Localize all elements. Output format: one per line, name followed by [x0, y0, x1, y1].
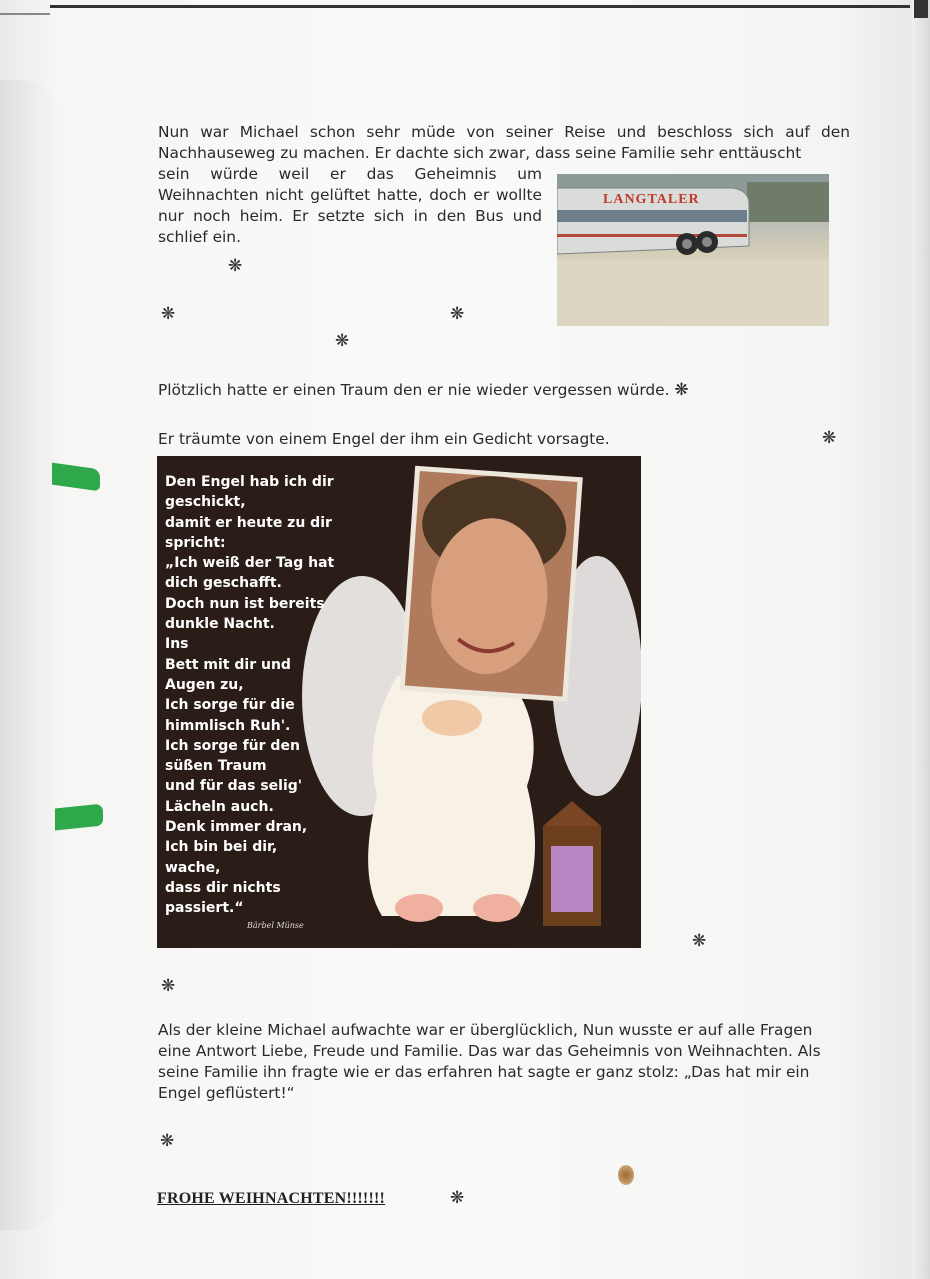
closing-greeting: FROHE WEIHNACHTEN!!!!!!!	[157, 1190, 386, 1207]
paragraph-4: Er träumte von einem Engel der ihm ein Gedicht vorsagte.	[158, 430, 610, 448]
paragraph-3: Plötzlich hatte er einen Traum den er nie wieder vergessen würde. ❋	[158, 380, 689, 400]
paragraph-5: Als der kleine Michael aufwachte war er überglücklich, Nun wusste er auf alle Fragen eine Antwort Liebe, Freude und Familie. Das war das Geheimnis von Weihnachten. Als seine Familie ihn fragte wie er das erfahren hat sagte er ganz stolz: „Das hat mir ein Engel geflüstert!“	[158, 1021, 821, 1102]
poem-line: Ich sorge für die	[165, 697, 295, 714]
poem-line: Doch nun ist bereits	[165, 595, 325, 612]
page-curl-shadow	[0, 80, 60, 1230]
poem-line: süßen Traum	[165, 758, 267, 775]
corner-mark	[914, 0, 928, 18]
bus-sign: LANGTALER	[603, 192, 700, 207]
poem-line: dunkle Nacht.	[165, 616, 275, 633]
poem-line: wache,	[165, 859, 221, 876]
star-icon: ❋	[161, 304, 176, 324]
top-edge-line	[50, 5, 910, 8]
top-edge-line-left	[0, 13, 50, 15]
green-tab	[55, 803, 103, 830]
poem-line: himmlisch Ruh'.	[165, 717, 291, 734]
poem-line: passiert.“	[165, 900, 244, 917]
star-icon: ❋	[450, 1188, 465, 1208]
star-icon: ❋	[692, 931, 707, 951]
poem-line: geschickt,	[165, 494, 246, 511]
star-icon: ❋	[450, 304, 465, 324]
poem-line: damit er heute zu dir	[165, 514, 332, 531]
poem	[165, 472, 355, 919]
paragraph-2: sein würde weil er das Geheimnis um Weihnachten nicht gelüftet hatte, doch er wollte nur noch heim. Er setzte sich in den Bus und schlief ein.	[158, 165, 542, 246]
poem-line: Augen zu,	[165, 676, 244, 693]
right-edge-shadow	[912, 0, 930, 1279]
poem-line: Bett mit dir und	[165, 656, 291, 673]
poem-line: spricht:	[165, 534, 226, 551]
poem-line: Ich bin bei dir,	[165, 839, 278, 856]
poem-line: dich geschafft.	[165, 575, 282, 592]
poem-line: dass dir nichts	[165, 879, 281, 896]
star-icon: ❋	[335, 331, 350, 351]
star-icon: ❋	[674, 380, 689, 400]
poem-line: und für das selig'	[165, 778, 303, 795]
star-icon: ❋	[228, 256, 243, 276]
poem-author: Bärbel Münse	[247, 921, 304, 930]
poem-line: Denk immer dran,	[165, 819, 308, 836]
angel-image	[157, 456, 641, 948]
star-icon: ❋	[160, 1131, 175, 1151]
poem-line: Den Engel hab ich dir	[165, 474, 334, 490]
star-icon: ❋	[822, 428, 837, 448]
paragraph-1: Nun war Michael schon sehr müde von seiner Reise und beschloss sich auf den Nachhauseweg zu machen. Er dachte sich zwar, dass seine Familie sehr enttäuscht	[158, 123, 850, 162]
poem-line: Lächeln auch.	[165, 798, 274, 815]
stain-mark	[618, 1165, 634, 1185]
poem-line: Ins	[165, 636, 189, 653]
bus-photo	[557, 174, 829, 326]
poem-line: Ich sorge für den	[165, 737, 300, 754]
star-icon: ❋	[161, 976, 176, 996]
poem-line: „Ich weiß der Tag hat	[165, 555, 335, 572]
